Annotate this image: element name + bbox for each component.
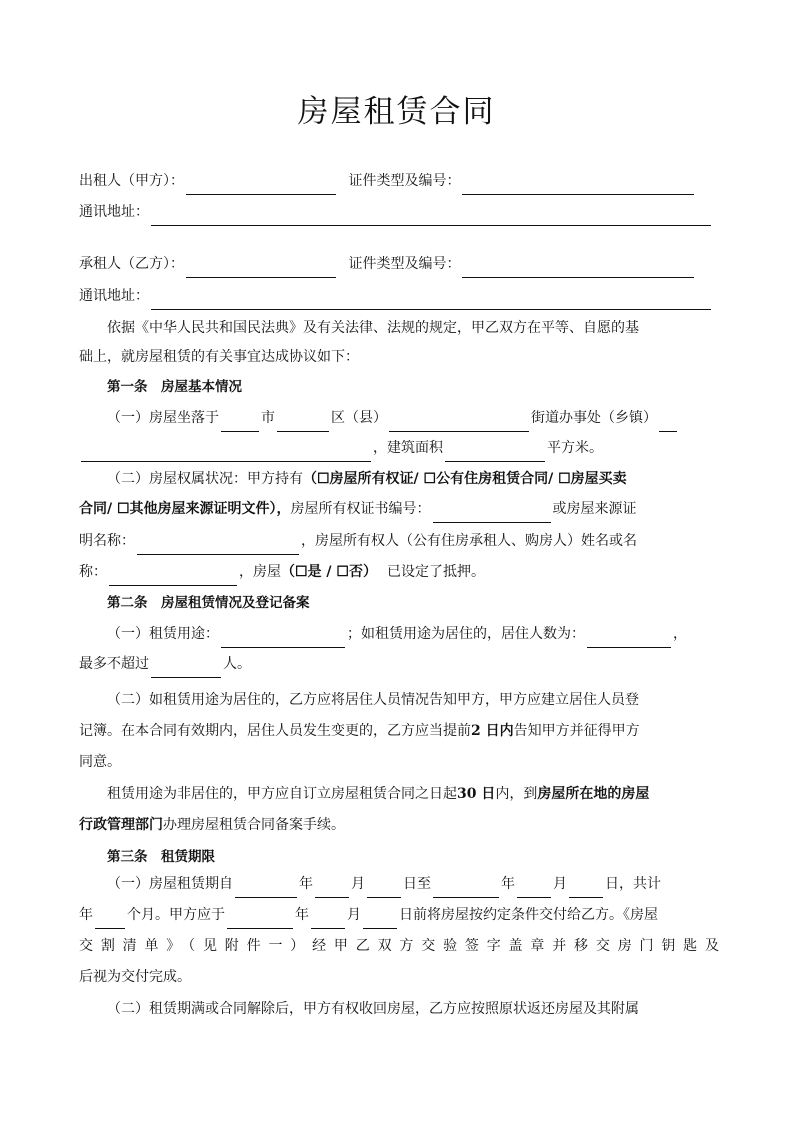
filing-authority: 房屋所在地的房屋: [537, 786, 650, 802]
address-cont-field[interactable]: [81, 443, 371, 462]
address-field[interactable]: [659, 413, 677, 432]
source-cert-label: 或房屋来源证: [552, 501, 637, 517]
max-residents-label: 最多不超过: [79, 656, 149, 672]
filing-authority-cont: 行政管理部门: [79, 817, 163, 833]
year-label-2: 年: [501, 876, 515, 892]
residents-label: ；如租赁用途为居住的，居住人数为：: [347, 626, 585, 642]
months-field[interactable]: [95, 910, 125, 929]
party-b-address-row: [79, 282, 719, 310]
art2-p2-line3: 同意。: [79, 754, 121, 770]
art1-p1-line1: [107, 404, 719, 432]
party-b-name-field[interactable]: [186, 259, 336, 278]
area-field[interactable]: [445, 443, 545, 462]
owner-name-label: ，房屋所有权人（公有住房承租人、购房人）姓名或名: [301, 533, 637, 549]
owner-label-cont: 称：: [79, 564, 107, 580]
start-year-field[interactable]: [235, 879, 297, 898]
delivery-year-label: 年: [295, 907, 309, 923]
end-month-field[interactable]: [517, 879, 551, 898]
change-notice-text-2: 告知甲方并征得甲方: [513, 723, 640, 739]
party-a-address-label: 通讯地址：: [79, 204, 149, 220]
years-label: 年: [79, 907, 93, 923]
year-label: 年: [299, 876, 313, 892]
location-label: （一）房屋坐落于: [107, 410, 219, 426]
art2-p1-line2: [79, 650, 719, 678]
street-label: 街道办事处（乡镇）: [531, 410, 657, 426]
filing-text: 租赁用途为非居住的，甲方应自订立房屋租赁合同之日起: [107, 786, 457, 802]
month-label: 月: [351, 876, 365, 892]
start-day-field[interactable]: [367, 879, 401, 898]
street-field[interactable]: [389, 413, 529, 432]
art3-p1-line3: 交割清单》（见附件一）经甲乙双方交验签字盖章并移交房门钥匙及: [79, 938, 719, 954]
art2-p2-line1: （二）如租赁用途为居住的，乙方应将居住人员情况告知甲方，甲方应建立居住人员登: [107, 692, 639, 708]
ownership-label: （二）房屋权属状况：甲方持有: [107, 471, 303, 487]
cert-no-label: 房屋所有权证书编号：: [290, 501, 431, 517]
mortgage-options[interactable]: （☐是 / ☐否）: [281, 564, 377, 580]
art2-p3-line2: [79, 811, 719, 839]
district-field[interactable]: [277, 413, 329, 432]
art3-p1-line2: [79, 901, 719, 929]
district-label: 区（县）: [331, 410, 387, 426]
area-unit: 平方米。: [547, 440, 603, 456]
purpose-field[interactable]: [221, 629, 345, 648]
ownership-options[interactable]: （☐房屋所有权证/ ☐公有住房租赁合同/ ☐房屋买卖: [303, 471, 627, 487]
mortgage-suffix: 已设定了抵押。: [386, 564, 485, 580]
article-2-heading: 第二条 房屋租赁情况及登记备案: [107, 595, 310, 611]
filing-text-2: 内，到: [495, 786, 538, 802]
notice-days: 2 日内: [471, 723, 514, 739]
total-label: 日，共计: [605, 876, 661, 892]
term-label: （一）房屋租赁期自: [107, 876, 233, 892]
residents-field[interactable]: [587, 629, 671, 648]
party-a-label: 出租人（甲方）：: [79, 173, 184, 189]
mortgage-label: ，房屋: [239, 564, 281, 580]
ownership-options-cont[interactable]: 合同/ ☐其他房屋来源证明文件），: [79, 501, 291, 517]
month-label-2: 月: [553, 876, 567, 892]
city-label: 市: [261, 410, 275, 426]
comma: ，: [673, 626, 687, 642]
party-b-address-label: 通讯地址：: [79, 288, 149, 304]
art3-p1-line1: [107, 870, 719, 898]
art1-p2-line1: [107, 465, 719, 493]
party-a-name-field[interactable]: [186, 176, 336, 195]
party-b-id-field[interactable]: [462, 259, 694, 278]
cert-name-label: 明名称：: [79, 533, 135, 549]
party-b-row: [79, 250, 719, 278]
intro-line-1: 依据《中华人民共和国民法典》及有关法律、法规的规定，甲乙双方在平等、自愿的基: [107, 320, 639, 336]
change-notice-text: 记簿。在本合同有效期内，居住人员发生变更的，乙方应当提前: [79, 723, 471, 739]
delivery-day-field[interactable]: [363, 910, 397, 929]
party-b-label: 承租人（乙方）：: [79, 256, 184, 272]
owner-name-field[interactable]: [109, 567, 237, 586]
art3-p2-line1: （二）租赁期满或合同解除后，甲方有权收回房屋，乙方应按照原状返还房屋及其附属: [107, 1001, 639, 1017]
party-a-id-label: 证件类型及编号：: [348, 173, 461, 189]
art1-p2-line4: [79, 558, 719, 586]
day-to-label: 日至: [403, 876, 431, 892]
document-title: 房屋租赁合同: [297, 94, 496, 130]
party-a-id-field[interactable]: [462, 176, 694, 195]
area-label: ，建筑面积: [373, 440, 443, 456]
art1-p2-line2: [79, 495, 719, 523]
article-1-heading: 第一条 房屋基本情况: [107, 379, 242, 395]
cert-name-field[interactable]: [137, 536, 299, 555]
art2-p2-line2: [79, 717, 719, 745]
filing-days: 30 日: [457, 786, 496, 802]
end-day-field[interactable]: [569, 879, 603, 898]
art3-p1-line4: 后视为交付完成。: [79, 969, 191, 985]
delivery-month-label: 月: [347, 907, 361, 923]
delivery-month-field[interactable]: [311, 910, 345, 929]
start-month-field[interactable]: [315, 879, 349, 898]
months-label: 个月。甲方应于: [127, 907, 225, 923]
art2-p3-line1: [107, 780, 719, 808]
delivery-text: 日前将房屋按约定条件交付给乙方。《房屋: [399, 907, 658, 923]
party-a-row: [79, 167, 719, 195]
party-b-address-field[interactable]: [151, 291, 711, 310]
intro-line-2: 础上，就房屋租赁的有关事宜达成协议如下：: [79, 349, 359, 365]
purpose-label: （一）租赁用途：: [107, 626, 219, 642]
party-a-address-field[interactable]: [151, 207, 711, 226]
art2-p1-line1: [107, 620, 719, 648]
article-3-heading: 第三条 租赁期限: [107, 849, 215, 865]
cert-no-field[interactable]: [433, 504, 551, 523]
filing-text-3: 办理房屋租赁合同备案手续。: [163, 817, 345, 833]
city-field[interactable]: [221, 413, 259, 432]
art1-p2-line3: [79, 527, 719, 555]
delivery-year-field[interactable]: [227, 910, 293, 929]
max-residents-field[interactable]: [151, 659, 221, 678]
party-b-id-label: 证件类型及编号：: [348, 256, 461, 272]
art1-p1-line2: [79, 434, 719, 462]
party-a-address-row: [79, 198, 719, 226]
end-year-field[interactable]: [433, 879, 499, 898]
people-unit: 人。: [223, 656, 251, 672]
